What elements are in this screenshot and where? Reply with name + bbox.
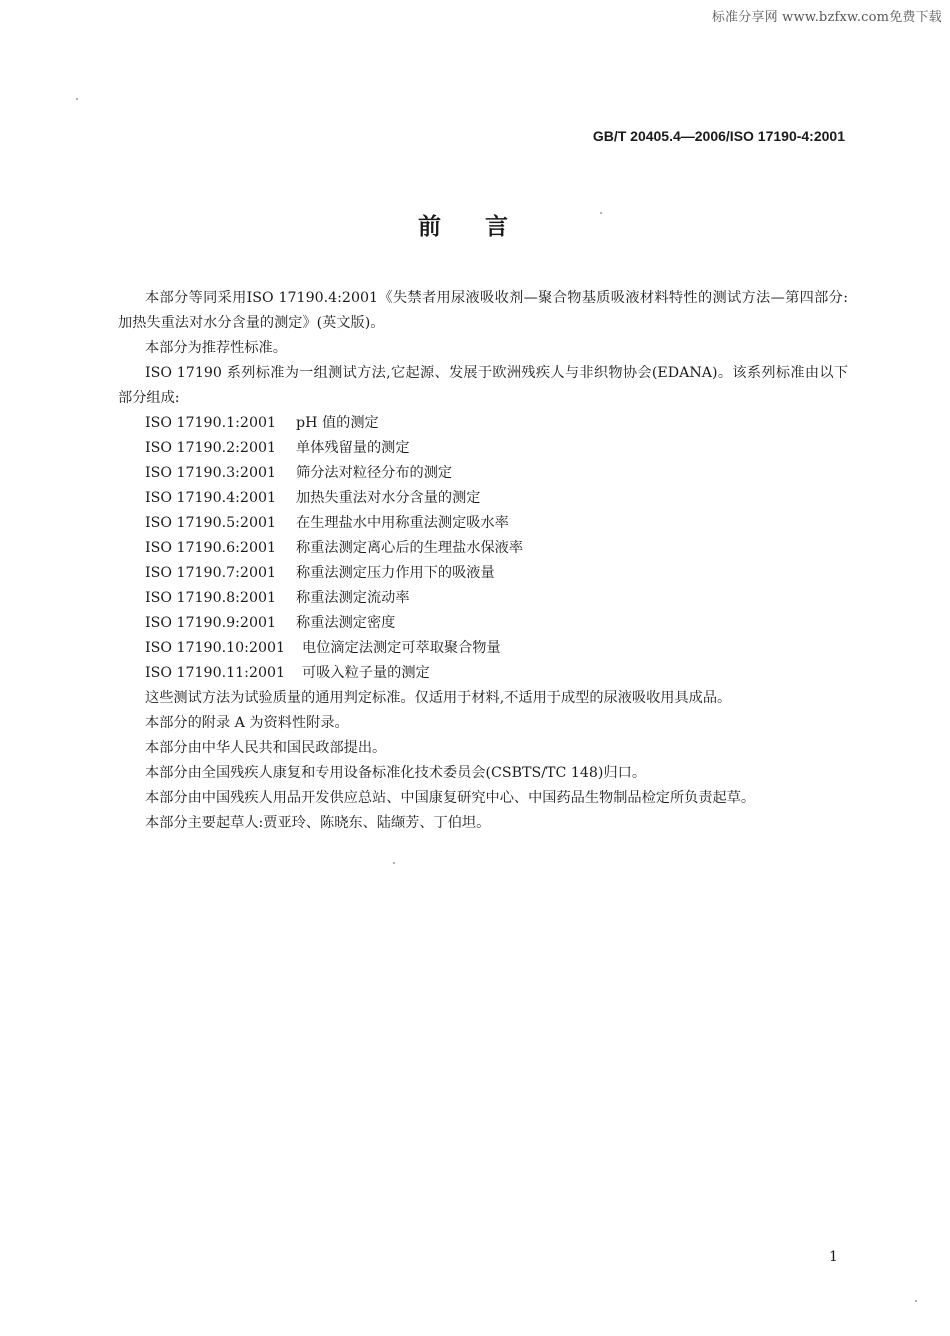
paragraph: 本部分主要起草人:贾亚玲、陈晓东、陆缬芳、丁伯坦。 xyxy=(145,815,491,831)
part-name: 筛分法对粒径分布的测定 xyxy=(296,465,453,481)
list-item xyxy=(118,511,848,536)
part-code: ISO 17190.11:2001 xyxy=(145,665,286,681)
scan-speck xyxy=(76,98,78,100)
list-item xyxy=(118,661,848,686)
part-name: 可吸入粒子量的测定 xyxy=(302,665,430,681)
part-name: 称重法测定密度 xyxy=(296,615,396,631)
list-item xyxy=(118,586,848,611)
part-name: 称重法测定离心后的生理盐水保液率 xyxy=(296,540,524,556)
list-item xyxy=(118,536,848,561)
paragraph: ISO 17190 系列标准为一组测试方法,它起源、发展于欧洲残疾人与非织物协会(EDANA)。该系列标准由以下部分组成: xyxy=(118,365,848,406)
part-name: 称重法测定压力作用下的吸液量 xyxy=(296,565,495,581)
paragraph: 这些测试方法为试验质量的通用判定标准。仅适用于材料,不适用于成型的尿液吸收用具成品。 xyxy=(145,690,732,706)
part-code: ISO 17190.7:2001 xyxy=(145,565,277,581)
scan-speck xyxy=(393,862,395,864)
standard-code: GB/T 20405.4—2006/ISO 17190-4:2001 xyxy=(592,128,845,144)
page-title: 前言 xyxy=(418,213,552,240)
part-code: ISO 17190.5:2001 xyxy=(145,515,277,531)
list-item xyxy=(118,486,848,511)
foreword-body xyxy=(118,286,848,836)
paragraph: 本部分为推荐性标准。 xyxy=(145,340,287,356)
part-code: ISO 17190.4:2001 xyxy=(145,490,277,506)
paragraph: 本部分由中国残疾人用品开发供应总站、中国康复研究中心、中国药品生物制品检定所负责起草。 xyxy=(145,790,756,806)
part-code: ISO 17190.10:2001 xyxy=(145,640,286,656)
part-code: ISO 17190.1:2001 xyxy=(145,415,277,431)
list-item xyxy=(118,636,848,661)
list-item xyxy=(118,611,848,636)
paragraph: 本部分的附录 A 为资料性附录。 xyxy=(145,715,349,731)
part-code: ISO 17190.2:2001 xyxy=(145,440,277,456)
part-code: ISO 17190.3:2001 xyxy=(145,465,277,481)
paragraph: 本部分等同采用ISO 17190.4:2001《失禁者用尿液吸收剂—聚合物基质吸液材料特性的测试方法—第四部分:加热失重法对水分含量的测定》(英文版)。 xyxy=(118,290,848,331)
list-item xyxy=(118,461,848,486)
part-name: 加热失重法对水分含量的测定 xyxy=(296,490,481,506)
parts-list xyxy=(118,411,848,686)
list-item xyxy=(118,411,848,436)
part-code: ISO 17190.8:2001 xyxy=(145,590,277,606)
part-name: 称重法测定流动率 xyxy=(296,590,410,606)
part-name: 单体残留量的测定 xyxy=(296,440,410,456)
part-code: ISO 17190.9:2001 xyxy=(145,615,277,631)
part-name: pH 值的测定 xyxy=(296,415,379,431)
page-number: 1 xyxy=(829,1249,838,1265)
site-watermark: 标准分享网 www.bzfxw.com免费下载 xyxy=(711,10,942,25)
part-code: ISO 17190.6:2001 xyxy=(145,540,277,556)
list-item xyxy=(118,561,848,586)
paragraph: 本部分由中华人民共和国民政部提出。 xyxy=(145,740,387,756)
list-item xyxy=(118,436,848,461)
part-name: 电位滴定法测定可萃取聚合物量 xyxy=(302,640,501,656)
scan-speck xyxy=(600,212,602,214)
part-name: 在生理盐水中用称重法测定吸水率 xyxy=(296,515,509,531)
paragraph: 本部分由全国残疾人康复和专用设备标准化技术委员会(CSBTS/TC 148)归口。 xyxy=(145,765,647,781)
scan-speck xyxy=(915,1300,917,1302)
